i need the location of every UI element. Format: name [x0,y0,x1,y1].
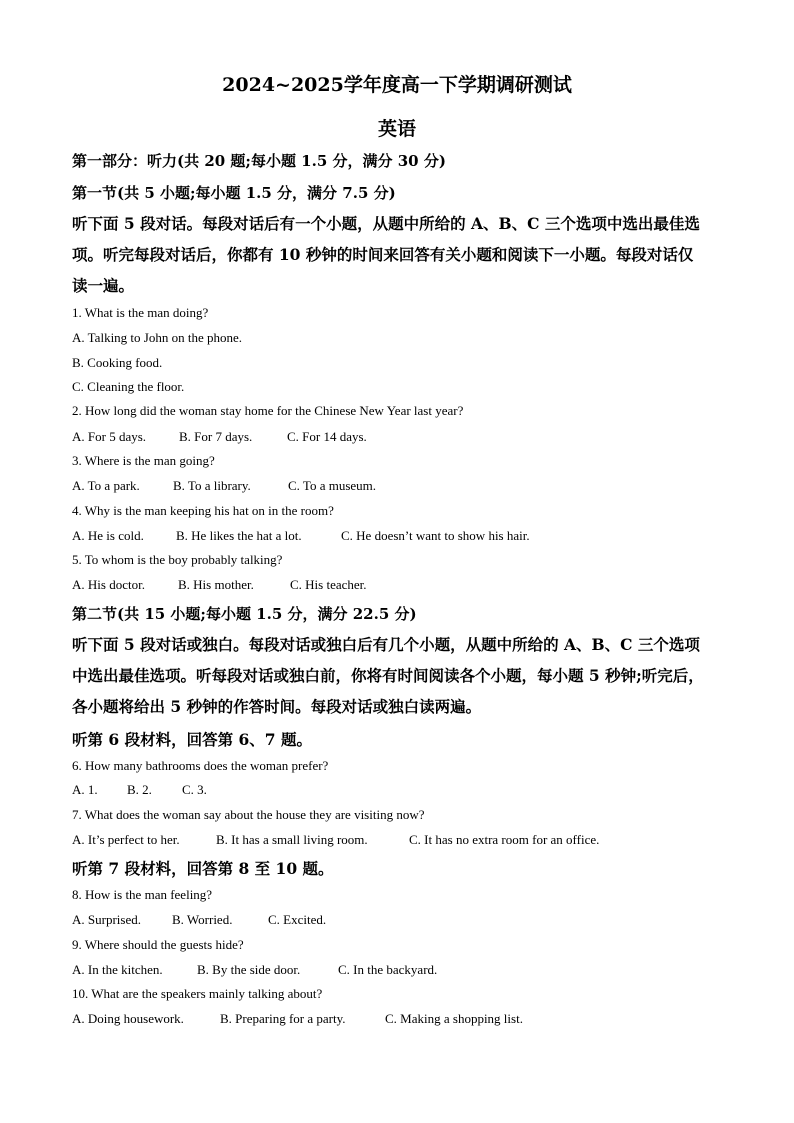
question-5: 5. To whom is the boy probably talking? [72,552,283,567]
section1-instruction-line: 读一遍。 [72,276,135,295]
q1-option-a: A. Talking to John on the phone. [72,330,243,345]
material-7-heading: 听第 7 段材料，回答第 8 至 10 题。 [72,859,334,878]
q8-option-c: C. Excited. [268,912,327,927]
q9-options [72,962,437,978]
q3-option-a: A. To a park. [72,478,140,493]
q3-options [72,478,376,494]
q4-option-a: A. He is cold. [72,528,144,543]
material-6-heading: 听第 6 段材料，回答第 6、7 题。 [72,730,312,749]
q7-option-c: C. It has no extra room for an office. [409,832,600,847]
question-8: 8. How is the man feeling? [72,887,213,902]
q10-option-a: A. Doing housework. [72,1011,184,1026]
question-6: 6. How many bathrooms does the woman prefer? [72,758,329,773]
q4-option-b: B. He likes the hat a lot. [176,528,302,543]
q9-option-b: B. By the side door. [197,962,301,977]
exam-title: 2024~2025学年度高一下学期调研测试 [222,74,572,96]
q8-option-a: A. Surprised. [72,912,141,927]
q10-option-b: B. Preparing for a party. [220,1011,346,1026]
q10-option-c: C. Making a shopping list. [385,1011,523,1026]
q9-option-a: A. In the kitchen. [72,962,163,977]
part1-heading: 第一部分：听力(共 20 题;每小题 1.5 分，满分 30 分) [72,152,446,170]
q6-option-b: B. 2. [127,782,152,797]
q6-option-a: A. 1. [72,782,98,797]
question-3: 3. Where is the man going? [72,453,215,468]
q6-option-c: C. 3. [182,782,207,797]
q2-option-b: B. For 7 days. [179,429,253,444]
question-1: 1. What is the man doing? [72,305,209,320]
q7-option-a: A. It’s perfect to her. [72,832,180,847]
question-10: 10. What are the speakers mainly talking about? [72,986,323,1001]
section2-instruction-line: 听下面 5 段对话或独白。每段对话或独白后有几个小题，从题中所给的 A、B、C 三个选项 [72,635,700,654]
q5-option-a: A. His doctor. [72,577,145,592]
q2-option-c: C. For 14 days. [287,429,367,444]
q5-option-b: B. His mother. [178,577,254,592]
q8-option-b: B. Worried. [172,912,233,927]
question-7: 7. What does the woman say about the house they are visiting now? [72,807,425,822]
q6-options [72,782,207,798]
q5-option-c: C. His teacher. [290,577,367,592]
q2-options [72,429,367,445]
q8-options [72,912,326,928]
q7-options [72,832,599,848]
question-9: 9. Where should the guests hide? [72,937,244,952]
section2-instruction-line: 中选出最佳选项。听每段对话或独白前，你将有时间阅读各个小题，每小题 5 秒钟;听完后， [72,666,704,685]
section2-heading: 第二节(共 15 小题;每小题 1.5 分，满分 22.5 分) [72,605,417,623]
q1-option-c: C. Cleaning the floor. [72,379,185,394]
q4-options [72,528,530,544]
q9-option-c: C. In the backyard. [338,962,438,977]
q10-options [72,1011,523,1027]
q3-option-c: C. To a museum. [288,478,377,493]
q1-option-b: B. Cooking food. [72,355,163,370]
section1-instruction-line: 听下面 5 段对话。每段对话后有一个小题，从题中所给的 A、B、C 三个选项中选出最佳选 [72,214,700,233]
question-2: 2. How long did the woman stay home for the Chinese New Year last year? [72,403,464,418]
subject-title: 英语 [377,118,416,140]
section2-instruction-line: 各小题将给出 5 秒钟的作答时间。每段对话或独白读两遍。 [72,697,482,716]
q5-options [72,577,367,593]
q4-option-c: C. He doesn’t want to show his hair. [341,528,530,543]
question-4: 4. Why is the man keeping his hat on in the room? [72,503,334,518]
q7-option-b: B. It has a small living room. [216,832,368,847]
section1-instruction-line: 项。听完每段对话后，你都有 10 秒钟的时间来回答有关小题和阅读下一小题。每段对话仅 [72,245,694,264]
section1-heading: 第一节(共 5 小题;每小题 1.5 分，满分 7.5 分) [72,184,396,202]
q2-option-a: A. For 5 days. [72,429,147,444]
q3-option-b: B. To a library. [173,478,251,493]
